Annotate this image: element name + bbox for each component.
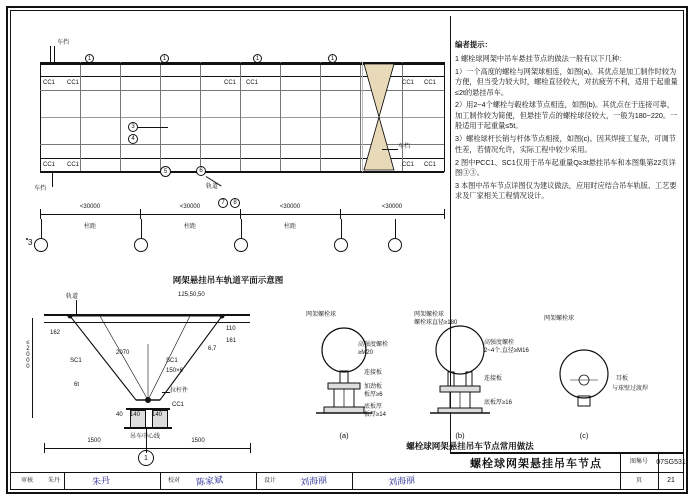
notes-heading: 编者提示： (455, 40, 492, 49)
detail-b-label-ball: 网架螺栓球 (414, 312, 445, 318)
page-value: 21 (667, 477, 675, 485)
plan-label-car-stop-top: 车挡 (57, 40, 70, 46)
section-dim-2070: 2070 (116, 350, 130, 356)
detail-a-label-stiffener-t: 板厚≥6 (364, 392, 383, 398)
section-dim-6t: 6t (74, 382, 80, 388)
plan-dim-4: <30000 (381, 204, 403, 210)
plan-bubble-5-text: 3 (131, 124, 135, 130)
section-label-cc1: CC1 (172, 402, 185, 408)
plan-column-circle-4 (334, 238, 348, 252)
plan-label-rail: 轨道 (206, 184, 219, 190)
notes-paragraph-4: 3）螺栓球杆长销与杆体节点相接，如图(c)。因其焊接工复杂，可调节性差，若情况允许，实际工程中较少采用。 (455, 134, 676, 154)
detail-b (412, 312, 529, 452)
detail-a-tag: (a) (339, 431, 349, 440)
notes-paragraph-3: 2）用2~4个螺栓与毂栓球节点相连，如图(b)。其优点在于连接可靠，加工制作较为简便，但悬挂节点的螺栓球径较大，一般为180~220。一般适用于起重量≤5t。 (455, 100, 678, 131)
plan-bubble-10 (230, 198, 240, 208)
signature-reviewer: 朱丹 (91, 475, 111, 487)
detail-a-label-base: 底板厚 (364, 404, 383, 410)
reviewer-label: 审核 (20, 477, 33, 484)
plan-label-bay-2: 柱距 (183, 224, 197, 230)
section-dim-150x6: 150×6 (166, 368, 183, 374)
plan-bubble-3 (253, 54, 262, 63)
plan-label-cc1-8: CC1 (67, 162, 80, 168)
section-dim-125: 125,50,50 (178, 292, 205, 298)
notes-paragraph-2: 1）一个高度的螺栓与网架球相连，如图(a)。其优点是加工制作时较为方便，但当受力较大时，螺栓直径较大，对抗疲劳不利，适用于起重量≤2t的悬挂吊车。 (455, 66, 678, 97)
detail-a (300, 312, 400, 452)
detail-a-label-bolt-size: ≥M20 (358, 350, 373, 356)
detail-c-tag: (c) (579, 431, 589, 440)
plan-label-bay-1: 柱距 (83, 224, 97, 230)
signature-designer: 刘海丽 (299, 474, 328, 488)
detail-c-label-ear: 耳板 (616, 376, 629, 382)
plan-section-mark-3: 3 (28, 238, 33, 247)
plan-label-bay-3: 柱距 (283, 224, 297, 230)
plan-bubble-5 (128, 122, 138, 132)
plan-label-cc1-3: CC1 (224, 80, 237, 86)
plan-dim-3: <30000 (279, 204, 301, 210)
plan-caption: 网架悬挂吊车轨道平面示意图 (172, 275, 284, 285)
details-caption: 螺栓球网架悬挂吊车节点常用做法 (406, 441, 534, 451)
drawing-number-value: 07SG531 (656, 458, 686, 466)
drawing-number-label: 图集号 (629, 459, 648, 466)
section-label-sc1-left: SC1 (70, 358, 82, 364)
plan-bubble-3-text: 1 (255, 55, 260, 62)
plan-bubble-4 (328, 54, 337, 63)
detail-b-label-ball-dia: 螺栓球直径≥180 (414, 320, 458, 326)
plan-bubble-6 (128, 134, 138, 144)
detail-a-label-stiffener: 加劲板 (364, 384, 383, 390)
plan-label-car-stop-right: 车挡 (398, 144, 411, 150)
detail-c (540, 312, 650, 452)
detail-c-label-ball: 网架螺栓球 (544, 316, 575, 322)
plan-label-cc1-10: CC1 (424, 162, 437, 168)
section-dim-6-7: 6,7 (208, 346, 217, 352)
plan-column-circle-2 (134, 238, 148, 252)
section-label-crane-center: 吊车中心线 (130, 434, 161, 440)
plan-bubble-6-text: 4 (131, 136, 135, 142)
page-label: 页 (635, 477, 642, 484)
detail-b-tag: (b) (455, 431, 465, 440)
plan-label-cc1-6: CC1 (424, 80, 437, 86)
notes-paragraph-1: 1 螺栓球网架中吊车悬挂节点的做法一般有以下几种： (455, 53, 627, 63)
plan-dim-2: <30000 (179, 204, 201, 210)
plan-bubble-7-text: 5 (163, 168, 168, 175)
editor-notes (455, 40, 679, 204)
plan-bubble-4-text: 1 (330, 55, 335, 62)
section-dim-1500-right: 1500 (191, 438, 205, 444)
section-dim-140b: 140 (152, 412, 163, 418)
plan-label-cc1-2: CC1 (67, 80, 80, 86)
section-dim-height: ≤2000 (24, 340, 31, 370)
plan-column-circle-5 (388, 238, 402, 252)
detail-b-label-plate: 连接板 (484, 376, 503, 382)
plan-bubble-8 (196, 166, 206, 176)
plan-bubble-8-text: 6 (199, 168, 203, 174)
notes-paragraph-5: 2 图中PCC1、SC1仅用于吊车起重量Q≥3t悬挂吊车和本图集第22页详图③③。 (455, 157, 676, 178)
detail-a-label-base-t: 板厚≥14 (364, 412, 386, 418)
designer-label: 设计 (263, 477, 276, 484)
section-mark-text: 1 (144, 454, 148, 462)
section-dim-40: 40 (116, 412, 123, 418)
plan-bubble-2-text: 1 (162, 55, 167, 62)
plan-bubble-9-text: 7 (221, 200, 225, 206)
plan-column-circle-3 (234, 238, 248, 252)
detail-a-label-ball: 网架螺栓球 (306, 312, 337, 318)
plan-bubble-1 (85, 54, 94, 63)
plan-label-cc1-5: CC1 (402, 80, 415, 86)
plan-label-cc1-4: CC1 (246, 80, 259, 86)
detail-b-label-base-t: 底板厚≥16 (484, 400, 512, 406)
detail-b-label-bolt-count: 2~4个,直径≥M16 (484, 348, 529, 354)
detail-a-label-bolt: 高强度螺栓 (358, 342, 389, 348)
section-dim-162: 162 (50, 330, 61, 336)
plan-bubble-1-text: 1 (87, 55, 92, 62)
plan-bubble-7 (160, 166, 171, 177)
section-label-rail: 轨道 (66, 294, 79, 300)
signature-extra: 刘海丽 (387, 474, 416, 488)
plan-label-car-stop-left: 车挡 (34, 186, 47, 192)
plan-bubble-9 (218, 198, 228, 208)
section-dim-161: 161 (226, 338, 237, 344)
section-label-tie: 拉杆件 (170, 388, 189, 394)
plan-column-circle-1 (34, 238, 48, 252)
plan-bubble-10-text: 8 (233, 200, 237, 206)
notes-paragraph-6: 3 本图中吊车节点详图仅为建议做法，应用时应结合吊车轨版、工艺要求及厂家相关工程情况设计。 (455, 181, 677, 201)
detail-a-label-plate: 连接板 (364, 370, 383, 376)
detail-c-label-weld: 与球壁过渡焊 (612, 386, 649, 392)
section-view (24, 288, 290, 468)
title-block-title: 螺栓球网架悬挂吊车节点 (470, 458, 602, 470)
section-dim-1500-left: 1500 (87, 438, 101, 444)
section-label-sc1-right: SC1 (166, 358, 178, 364)
signature-checker: 陈家斌 (195, 474, 224, 488)
reviewer-value: 朱丹 (47, 477, 60, 484)
plan-label-cc1-7: CC1 (43, 162, 56, 168)
plan-view (10, 16, 450, 256)
section-dim-110: 110 (226, 326, 236, 332)
plan-label-cc1-1: CC1 (43, 80, 56, 86)
plan-dim-1: <30000 (79, 204, 101, 210)
checker-label: 校对 (167, 477, 180, 484)
detail-b-label-bolt: 高强度螺栓 (484, 340, 515, 346)
plan-bubble-2 (160, 54, 169, 63)
section-dim-140a: 140 (130, 412, 141, 418)
plan-label-cc1-9: CC1 (402, 162, 415, 168)
